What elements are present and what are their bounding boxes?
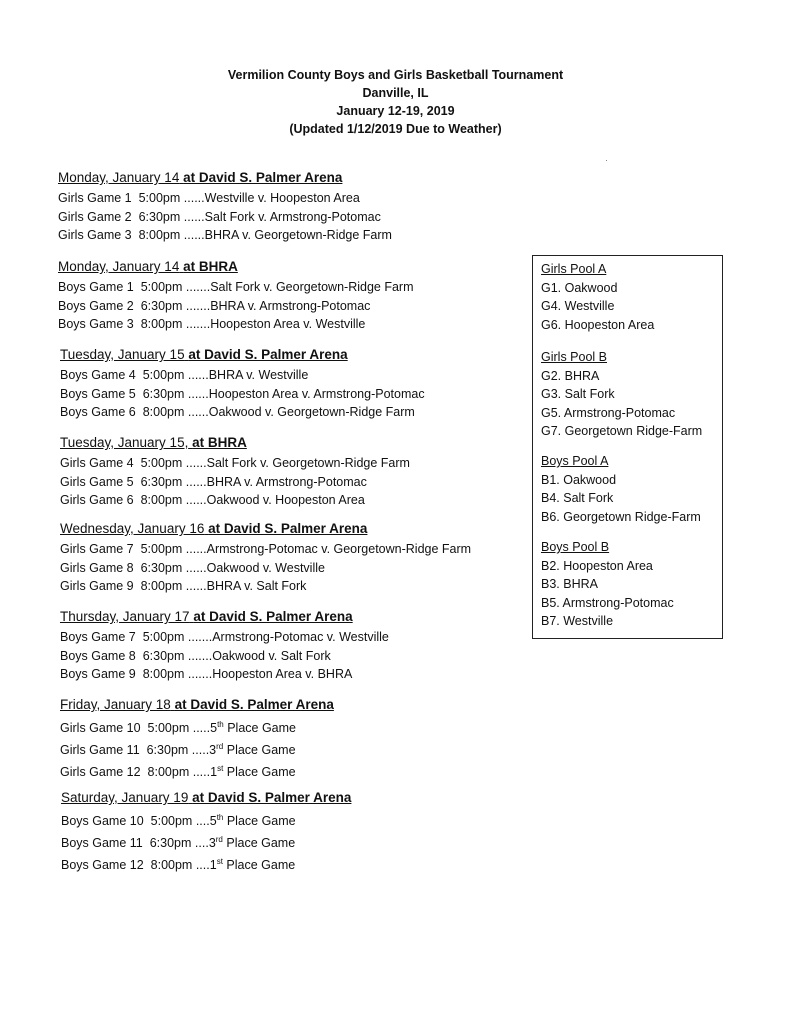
game-label: Boys Game 1 bbox=[58, 280, 134, 294]
game-time: 6:30pm bbox=[138, 209, 181, 224]
game-time: 5:00pm bbox=[142, 630, 185, 644]
game-matchup: BHRA v. Armstrong-Potomac bbox=[206, 474, 367, 489]
game-matchup: BHRA v. Westville bbox=[208, 368, 309, 382]
game-row bbox=[60, 454, 410, 473]
game-label: Girls Game 3 bbox=[58, 228, 132, 243]
place-ordinal: st bbox=[216, 856, 223, 866]
game-row bbox=[58, 297, 414, 316]
place-number: 1 bbox=[210, 764, 218, 779]
schedule-section bbox=[60, 697, 334, 781]
game-time: 6:30pm bbox=[142, 386, 185, 401]
game-dots: ...... bbox=[185, 474, 207, 489]
section-day: Friday, January 18 bbox=[60, 697, 171, 712]
game-time: 8:00pm bbox=[140, 317, 183, 332]
game-row bbox=[60, 665, 389, 684]
game-dots: ..... bbox=[191, 742, 210, 757]
game-matchup: Westville v. Hoopeston Area bbox=[204, 191, 360, 205]
game-label: Boys Game 3 bbox=[58, 317, 134, 332]
pool-team: B4. Salt Fork bbox=[541, 491, 614, 506]
place-number: 3 bbox=[209, 742, 217, 757]
pool-team: G2. BHRA bbox=[541, 368, 600, 383]
game-time: 5:00pm bbox=[140, 542, 183, 556]
section-heading bbox=[60, 697, 334, 712]
game-time: 5:00pm bbox=[150, 814, 193, 829]
game-matchup: Place Game bbox=[226, 835, 296, 850]
game-label: Girls Game 5 bbox=[60, 474, 134, 489]
schedule-section bbox=[58, 170, 392, 245]
game-dots: ...... bbox=[185, 560, 207, 575]
section-venue: at BHRA bbox=[192, 435, 247, 450]
game-matchup: Oakwood v. Georgetown-Ridge Farm bbox=[208, 405, 415, 420]
section-day: Monday, January 14 bbox=[58, 259, 180, 274]
pool-team: G3. Salt Fork bbox=[541, 387, 615, 402]
game-label: Boys Game 11 bbox=[61, 835, 143, 850]
scan-speck bbox=[606, 160, 607, 161]
schedule-section bbox=[61, 790, 351, 874]
game-label: Boys Game 8 bbox=[60, 648, 136, 663]
game-dots: ....... bbox=[187, 667, 213, 682]
section-day: Tuesday, January 15 bbox=[60, 347, 185, 362]
game-matchup: Place Game bbox=[226, 742, 296, 757]
place-number: 5 bbox=[210, 721, 218, 736]
game-time: 8:00pm bbox=[142, 667, 185, 682]
game-time: 8:00pm bbox=[140, 493, 183, 508]
game-matchup: Place Game bbox=[226, 857, 296, 872]
game-label: Boys Game 2 bbox=[58, 298, 134, 313]
game-dots: ....... bbox=[187, 630, 213, 644]
section-venue: at David S. Palmer Arena bbox=[192, 790, 352, 805]
game-dots: .... bbox=[194, 835, 209, 850]
game-label: Girls Game 9 bbox=[60, 579, 134, 594]
pool-team: G5. Armstrong-Potomac bbox=[541, 405, 676, 420]
game-matchup: Hoopeston Area v. BHRA bbox=[212, 667, 353, 682]
section-day: Monday, January 14 bbox=[58, 170, 180, 185]
game-label: Boys Game 6 bbox=[60, 405, 136, 420]
section-venue: at David S. Palmer Arena bbox=[174, 697, 334, 712]
schedule-section bbox=[60, 521, 471, 596]
game-label: Girls Game 11 bbox=[60, 742, 140, 757]
place-ordinal: rd bbox=[216, 741, 224, 751]
section-heading bbox=[60, 609, 389, 624]
game-time: 6:30pm bbox=[140, 560, 183, 575]
game-label: Boys Game 12 bbox=[61, 857, 144, 872]
game-label: Girls Game 4 bbox=[60, 456, 134, 470]
place-ordinal: st bbox=[217, 763, 224, 773]
game-time: 6:30pm bbox=[142, 648, 185, 663]
pool-team: B7. Westville bbox=[541, 614, 614, 629]
game-time: 8:00pm bbox=[150, 857, 193, 872]
game-label: Girls Game 6 bbox=[60, 493, 134, 508]
game-matchup: Oakwood v. Westville bbox=[206, 560, 325, 575]
game-time: 8:00pm bbox=[142, 405, 185, 420]
game-row bbox=[60, 760, 334, 782]
game-matchup: Oakwood v. Hoopeston Area bbox=[206, 493, 365, 508]
schedule-section bbox=[60, 609, 389, 684]
game-dots: ....... bbox=[185, 317, 211, 332]
section-venue: at David S. Palmer Arena bbox=[183, 170, 343, 185]
section-day: Wednesday, January 16 bbox=[60, 521, 205, 536]
game-row bbox=[60, 540, 471, 559]
section-day: Tuesday, January 15, bbox=[60, 435, 189, 450]
section-heading bbox=[60, 435, 410, 450]
pool-team: G1. Oakwood bbox=[541, 280, 618, 295]
game-time: 5:00pm bbox=[140, 456, 183, 470]
game-matchup: Place Game bbox=[227, 721, 296, 736]
game-dots: ...... bbox=[183, 209, 205, 224]
game-dots: .... bbox=[195, 814, 210, 829]
game-row bbox=[60, 403, 425, 422]
game-row bbox=[60, 559, 471, 578]
game-dots: ...... bbox=[187, 405, 209, 420]
game-row bbox=[60, 491, 410, 510]
game-dots: ...... bbox=[185, 579, 207, 594]
game-label: Girls Game 1 bbox=[58, 191, 132, 205]
game-matchup: Salt Fork v. Georgetown-Ridge Farm bbox=[206, 456, 410, 470]
game-time: 5:00pm bbox=[138, 191, 181, 205]
place-ordinal: th bbox=[217, 720, 224, 729]
game-row bbox=[60, 716, 334, 738]
game-label: Girls Game 8 bbox=[60, 560, 134, 575]
game-time: 8:00pm bbox=[147, 764, 190, 779]
game-matchup: Place Game bbox=[226, 814, 296, 829]
game-matchup: Hoopeston Area v. Westville bbox=[210, 317, 366, 332]
game-label: Girls Game 12 bbox=[60, 764, 141, 779]
game-row bbox=[60, 385, 425, 404]
game-dots: ....... bbox=[187, 648, 213, 663]
game-matchup: Armstrong-Potomac v. Westville bbox=[212, 630, 389, 644]
pool-team: G7. Georgetown Ridge-Farm bbox=[541, 424, 703, 439]
game-time: 6:30pm bbox=[146, 742, 189, 757]
document-title: Vermilion County Boys and Girls Basketball Tournament bbox=[227, 68, 564, 82]
game-row bbox=[58, 189, 392, 208]
schedule-section bbox=[60, 347, 425, 422]
game-time: 8:00pm bbox=[138, 228, 181, 243]
pools-box bbox=[532, 255, 723, 639]
section-day: Thursday, January 17 bbox=[60, 609, 190, 624]
game-label: Boys Game 4 bbox=[60, 368, 136, 382]
game-row bbox=[58, 315, 414, 334]
place-number: 3 bbox=[208, 835, 216, 850]
place-ordinal: th bbox=[216, 813, 224, 822]
game-row bbox=[60, 738, 334, 760]
game-time: 5:00pm bbox=[140, 280, 183, 294]
pool-team: B6. Georgetown Ridge-Farm bbox=[541, 509, 701, 524]
game-row bbox=[60, 647, 389, 666]
pool-team: B3. BHRA bbox=[541, 577, 598, 592]
pool-group bbox=[541, 348, 702, 441]
document-dates: January 12-19, 2019 bbox=[336, 104, 455, 118]
game-time: 5:00pm bbox=[142, 368, 185, 382]
pool-team: B2. Hoopeston Area bbox=[541, 558, 653, 573]
pool-team: G4. Westville bbox=[541, 299, 615, 314]
pool-name: Boys Pool A bbox=[541, 454, 609, 468]
game-matchup: BHRA v. Salt Fork bbox=[206, 579, 307, 594]
section-venue: at David S. Palmer Arena bbox=[208, 521, 368, 536]
place-number: 1 bbox=[209, 857, 217, 872]
game-matchup: Salt Fork v. Armstrong-Potomac bbox=[204, 209, 381, 224]
game-row bbox=[58, 226, 392, 245]
pool-group bbox=[541, 452, 701, 526]
game-dots: ...... bbox=[185, 456, 207, 470]
game-row bbox=[61, 853, 351, 875]
game-time: 8:00pm bbox=[140, 579, 183, 594]
game-row bbox=[61, 809, 351, 831]
game-row bbox=[60, 577, 471, 596]
game-row bbox=[58, 278, 414, 297]
game-label: Boys Game 5 bbox=[60, 386, 136, 401]
pool-name: Boys Pool B bbox=[541, 540, 610, 554]
game-matchup: Armstrong-Potomac v. Georgetown-Ridge Farm bbox=[206, 542, 472, 556]
game-row bbox=[60, 473, 410, 492]
schedule-section bbox=[58, 259, 414, 334]
pool-team: B5. Armstrong-Potomac bbox=[541, 595, 674, 610]
section-heading bbox=[60, 521, 471, 536]
section-venue: at David S. Palmer Arena bbox=[188, 347, 348, 362]
game-label: Girls Game 2 bbox=[58, 209, 132, 224]
game-row bbox=[58, 208, 392, 227]
game-dots: ...... bbox=[183, 228, 205, 243]
section-heading bbox=[58, 170, 392, 185]
game-dots: ...... bbox=[185, 542, 207, 556]
pool-team: G6. Hoopeston Area bbox=[541, 317, 655, 332]
game-dots: ...... bbox=[187, 386, 209, 401]
game-matchup: Place Game bbox=[226, 764, 296, 779]
game-time: 6:30pm bbox=[140, 298, 183, 313]
document-update-note: (Updated 1/12/2019 Due to Weather) bbox=[289, 122, 502, 136]
game-label: Boys Game 7 bbox=[60, 630, 136, 644]
game-time: 6:30pm bbox=[140, 474, 183, 489]
game-time: 6:30pm bbox=[149, 835, 192, 850]
game-dots: .... bbox=[195, 857, 210, 872]
document-city: Danville, IL bbox=[362, 86, 429, 100]
game-dots: ..... bbox=[192, 764, 211, 779]
section-venue: at BHRA bbox=[183, 259, 238, 274]
section-venue: at David S. Palmer Arena bbox=[193, 609, 353, 624]
game-matchup: Hoopeston Area v. Armstrong-Potomac bbox=[208, 386, 425, 401]
game-dots: ...... bbox=[185, 493, 207, 508]
place-number: 5 bbox=[209, 814, 217, 829]
pool-name: Girls Pool B bbox=[541, 350, 607, 364]
section-heading bbox=[58, 259, 414, 274]
section-day: Saturday, January 19 bbox=[61, 790, 189, 805]
pool-name: Girls Pool A bbox=[541, 262, 607, 276]
game-label: Girls Game 7 bbox=[60, 542, 134, 556]
game-row bbox=[61, 831, 351, 853]
pool-group bbox=[541, 538, 674, 631]
pool-team: B1. Oakwood bbox=[541, 472, 617, 487]
game-label: Boys Game 9 bbox=[60, 667, 136, 682]
section-heading bbox=[60, 347, 425, 362]
game-label: Girls Game 10 bbox=[60, 721, 141, 736]
game-matchup: Oakwood v. Salt Fork bbox=[212, 648, 331, 663]
game-dots: ...... bbox=[183, 191, 205, 205]
section-heading bbox=[61, 790, 351, 805]
game-matchup: Salt Fork v. Georgetown-Ridge Farm bbox=[210, 280, 414, 294]
game-dots: ...... bbox=[187, 368, 209, 382]
game-row bbox=[60, 628, 389, 647]
game-dots: ..... bbox=[192, 721, 211, 736]
game-matchup: BHRA v. Georgetown-Ridge Farm bbox=[204, 228, 392, 243]
game-row bbox=[60, 366, 425, 385]
place-ordinal: rd bbox=[215, 834, 223, 844]
pool-group bbox=[541, 260, 654, 334]
game-time: 5:00pm bbox=[147, 721, 190, 736]
game-dots: ....... bbox=[185, 298, 211, 313]
schedule-section bbox=[60, 435, 410, 510]
game-matchup: BHRA v. Armstrong-Potomac bbox=[210, 298, 371, 313]
game-label: Boys Game 10 bbox=[61, 814, 144, 829]
game-dots: ....... bbox=[185, 280, 211, 294]
